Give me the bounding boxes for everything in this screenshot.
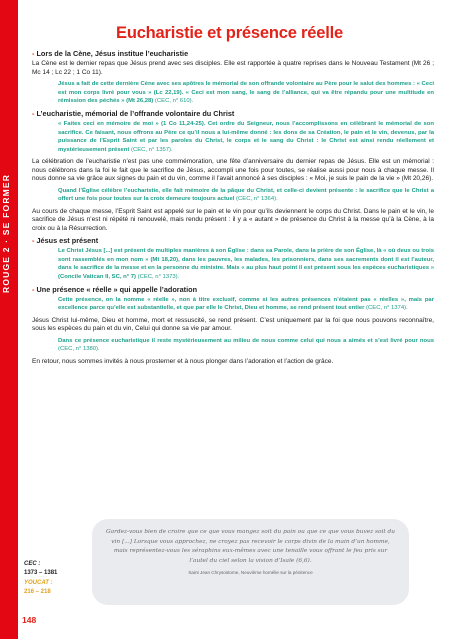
sidebar-band [0, 0, 18, 639]
section-heading: - Lors de la Cène, Jésus institue l’eucharistie [32, 49, 189, 58]
quote-reference: (CEC, n° 610). [153, 98, 194, 104]
heading-text: Une présence « réelle » qui appelle l’adoration [36, 285, 198, 295]
catechism-quote [58, 80, 434, 105]
quote-text: Dans ce présence eucharistique il reste mystérieusement au milieu de nous comme celui qui nous a aimés et s’est livré pour nous [58, 338, 434, 345]
quote-box-source: Saint Jean Chrysostome, Neuvième homélie sur la pénitence [188, 569, 313, 575]
paragraph: La Cène est le dernier repas que Jésus prend avec ses disciples. Elle est rapportée à quatre reprises dans le Nouveau Testament (Mt 26 ; Mc 14 ; Lc 22 ; 1 Co 11). [32, 60, 434, 76]
youcat-value: 216 – 218 [24, 588, 51, 595]
page-number: 148 [22, 615, 37, 625]
section-heading: - L’eucharistie, mémorial de l’offrande volontaire du Christ [32, 109, 235, 119]
page-title: Eucharistie et présence réelle [116, 24, 343, 42]
paragraph: En retour, nous sommes invités à nous prosterner et à nous plonger dans l’adoration et l’action de grâce. [32, 357, 334, 365]
youcat-label: YOUCAT : [24, 580, 53, 586]
cec-value: 1373 – 1381 [24, 569, 58, 576]
quote-text: Jésus a fait de cette dernière Cène avec ses apôtres le mémorial de son offrande volontaire au Père pour le salut des hommes : « Ceci est mon corps livré pour vous » (Lc 22,19). « Ceci est mon sang, le sang de l’alliance, qui va être répandu pour une multitude en rémission des péchés » (Mt 26,28) [58, 81, 434, 104]
quote-box [92, 519, 409, 605]
quote-text: Le Christ Jésus [...] est présent de multiples manières à son Église : dans sa Parole, dans la prière de son Église, là « où deux ou trois sont rassemblés en mon nom » (Mt 18,20), dans les pauvres, les malades, les prisonniers, dans ses sacrements dont il est l’auteur, dans le sacrifice de la messe et en la personne du ministre. Mais « au plus haut point il est présent sous les espèces eucharistiques » (Concile Vatican II, SC, n° 7) [58, 248, 434, 280]
cec-label: CEC : [24, 561, 41, 567]
quote-text: Cette présence, on la nomme « réelle », non à titre exclusif, comme si les autres présences n’étaient pas « réelles », mais par excellence parce qu’elle est substantielle, et que par elle le Christ, Dieu et homme, se rend présent tout entier [58, 297, 434, 312]
heading-text: Lors de la Cène, Jésus institue l’eucharistie [36, 49, 189, 58]
catechism-quote [58, 247, 434, 281]
catechism-quote [58, 296, 434, 313]
catechism-quote [58, 120, 434, 154]
sidebar-label: ROUGE 2 · SE FORMER [1, 173, 11, 293]
quote-text: « Faites ceci en mémoire de moi » (1 Co 11,24-25). Cet ordre du Seigneur, nous l’accomplissons en célébrant le mémorial de son sacrifice. Ce faisant, nous offrons au Père ce qu’il nous a lui-même donné : les dons de sa Création, le pain et le vin, devenus, par la puissance de l’Esprit Saint et par les paroles du Christ, le corps et le sang du Christ : le Christ est ainsi rendu réellement et mystérieusement présent [58, 121, 434, 153]
paragraph: La célébration de l’eucharistie n’est pas une commémoration, une fête d’anniversaire du dernier repas de Jésus. Elle est un mémorial : nous célébrons dans la foi le fait que le sacrifice de Jésus, accompli une fois pour toutes, se réalise aussi pour nous à chaque messe. Il nous donne sa vie grâce aux signes du pain et du vin, comme il l’avait annoncé à ses disciples : « Moi, je suis le pain de la vie » (Mt 20,26). [32, 158, 434, 183]
quote-reference: (CEC, n° 1364). [234, 196, 278, 203]
quote-reference: (CEC, n° 1357). [129, 146, 173, 153]
quote-text: Quand l’Église célèbre l’eucharistie, elle fait mémoire de la pâque du Christ, et celle-ci devient présente : le sacrifice que le Christ a offert une fois pour toutes sur la croix demeure toujours actuel [58, 187, 434, 203]
section-heading: - Jésus est présent [32, 236, 99, 246]
paragraph: Jésus Christ lui-même, Dieu et homme, mort et ressuscité, se rend présent. C’est uniquement par la foi que nous pouvons reconnaître, sous les espèces du pain et du vin, Celui qui donne sa vie par amour. [32, 316, 434, 333]
quote-box-text: Gardez-vous bien de croire que ce que vous mangez soit du pain ou que ce que vous buvez soit du vin [...] Lorsque vous approchez, ne croyez pas recevoir le corps divin de la main d’un homme, mais représentez-vous les séraphins eux-mêmes avec une tenaille vous offrant le feu pris sur l’autel du ciel selon la vision d’Isaïe (6,6). [106, 529, 395, 565]
catechism-quote [58, 337, 434, 354]
quote-reference: (CEC, n° 1374). [364, 305, 408, 312]
heading-text: Jésus est présent [36, 236, 99, 246]
paragraph: Au cours de chaque messe, l’Esprit Saint est appelé sur le pain et le vin pour qu’ils deviennent le corps du Christ. Dans le pain et le vin, le sacrifice de Jésus n’est ni répété ni renouvelé, mais rendu présent : il y a « autant » de présence du Christ à la messe qu’à la Cène, à la croix ou à la Résurrection. [32, 207, 434, 232]
heading-text: L’eucharistie, mémorial de l’offrande volontaire du Christ [36, 109, 235, 119]
references-block [24, 560, 57, 596]
section-heading: - Une présence « réelle » qui appelle l’adoration [32, 285, 198, 295]
article-body [32, 49, 434, 369]
quote-reference: (CEC, n° 1380). [58, 346, 100, 353]
catechism-quote [58, 187, 434, 204]
quote-reference: (CEC, n° 1373). [135, 273, 180, 280]
